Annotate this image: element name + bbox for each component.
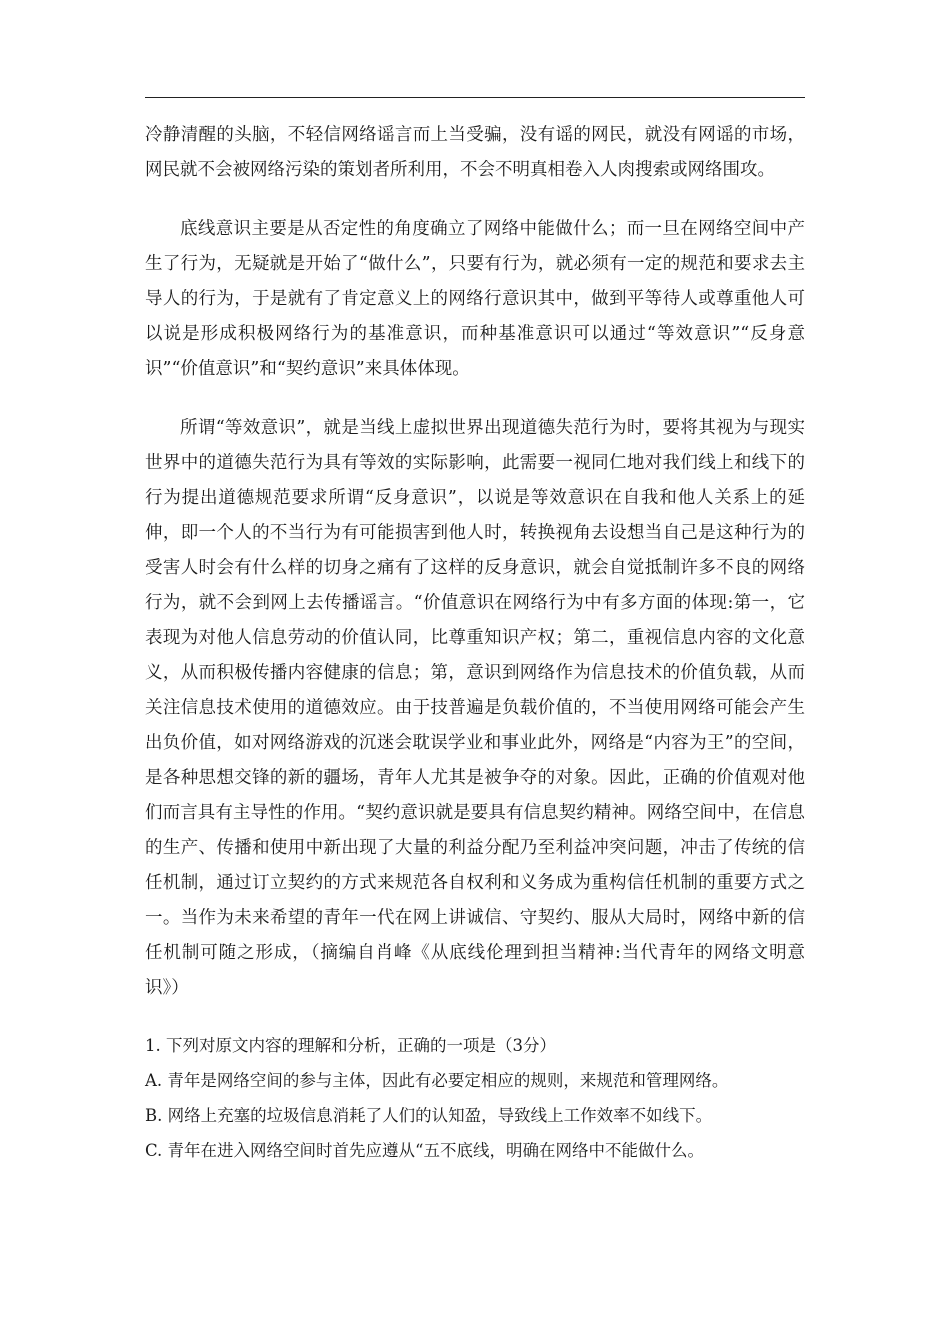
option-c: C. 青年在进入网络空间时首先应遵从“五不底线，明确在网络中不能做什么。 [145,1141,704,1160]
question-block [145,1028,805,1168]
header-rule [145,97,805,98]
paragraph-continuation: 冷静清醒的头脑，不轻信网络谣言而上当受骗，没有谣的网民，就没有网谣的市场，网民就不会被网络污染的策划者所利用，不会不明真相卷入人肉搜索或网络围攻。 [145,125,805,180]
question-stem: 1. 下列对原文内容的理解和分析，正确的一项是（3分） [145,1036,556,1055]
option-b: B. 网络上充塞的垃圾信息消耗了人们的认知盈，导致线上工作效率不如线下。 [145,1106,713,1125]
paragraph-bottom-line-awareness: 底线意识主要是从否定性的角度确立了网络中能做什么；而一旦在网络空间中产生了行为，无疑就是开始了“做什么”，只要有行为，就必须有一定的规范和要求去主导人的行为，于是就有了肯定意义上的网络行意识其中，做到平等待人或尊重他人可以说是形成积极网络行为的基准意识，而种基准意识可以通过“等效意识”“反身意识”“价值意识”和“契约意识”来具体体现。 [145,219,805,379]
paragraph-equivalence-awareness: 所谓“等效意识”，就是当线上虚拟世界出现道德失范行为时，要将其视为与现实世界中的道德失范行为具有等效的实际影响，此需要一视同仁地对我们线上和线下的行为提出道德规范要求所谓“反身意识”，以说是等效意识在自我和他人关系上的延伸，即一个人的不当行为有可能损害到他人时，转换视角去设想当自己是这种行为的受害人时会有什么样的切身之痛有了这样的反身意识，就会自觉抵制许多不良的网络行为，就不会到网上去传播谣言。“价值意识在网络行为中有多方面的体现:第一，它表现为对他人信息劳动的价值认同，比尊重知识产权；第二，重视信息内容的文化意义，从而积极传播内容健康的信息；第，意识到网络作为信息技术的价值负载，从而关注信息技术使用的道德效应。由于技普遍是负载价值的，不当使用网络可能会产生出负价值，如对网络游戏的沉迷会耽误学业和事业此外，网络是“内容为王”的空间，是各种思想交锋的新的疆场，青年人尤其是被争夺的对象。因此，正确的价值观对他们而言具有主导性的作用。“契约意识就是要具有信息契约精神。网络空间中，在信息的生产、传播和使用中新出现了大量的利益分配乃至利益冲突问题，冲击了传统的信任机制，通过订立契约的方式来规范各自权利和义务成为重构信任机制的重要方式之一。当作为未来希望的青年一代在网上讲诚信、守契约、服从大局时，网络中新的信任机制可随之形成，（摘编自肖峰《从底线伦理到担当精神:当代青年的网络文明意识》） [145,418,805,998]
document-body [145,118,805,1168]
option-a: A. 青年是网络空间的参与主体，因此有必要定相应的规则，来规范和管理网络。 [145,1071,729,1090]
